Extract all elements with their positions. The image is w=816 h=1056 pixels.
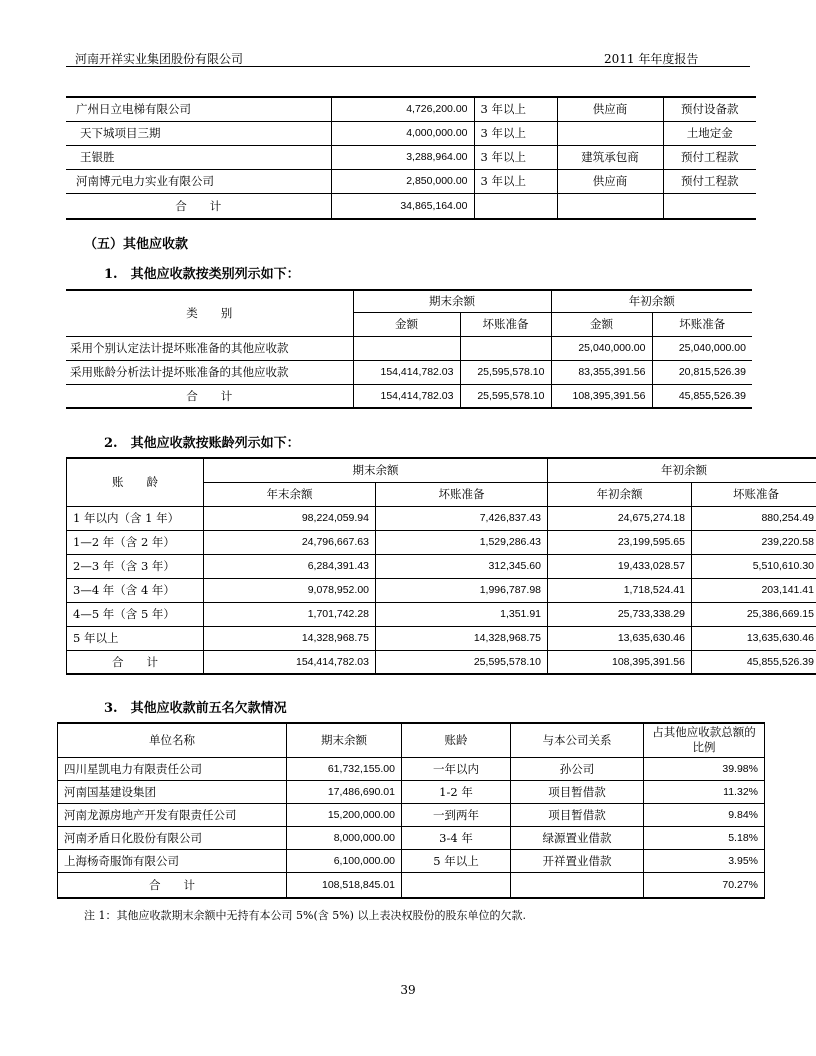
cell-begin-bad-debt: 203,141.41: [692, 578, 816, 602]
cell-ratio: 5.18%: [644, 826, 765, 849]
header-ratio: 占其他应收款总额的比例: [644, 723, 765, 757]
cell-total-label: 合 计: [67, 650, 204, 674]
cell-total-label: 合 计: [66, 384, 353, 408]
cell-age: 5 年以上: [402, 849, 511, 872]
cell-end-bad-debt: 1,351.91: [376, 602, 548, 626]
cell-nature: 预付工程款: [663, 169, 756, 193]
cell-company: 河南国基建设集团: [58, 780, 287, 803]
cell-age: 4—5 年（含 5 年）: [67, 602, 204, 626]
page-number: 39: [400, 983, 416, 997]
cell-relation: 建筑承包商: [557, 145, 663, 169]
top-debtors-table: [57, 722, 765, 899]
cell-relation: 项目暂借款: [511, 780, 644, 803]
cell-ratio: 3.95%: [644, 849, 765, 872]
header-bad-debt: 坏账准备: [692, 482, 816, 506]
cell-end-balance: 9,078,952.00: [204, 578, 376, 602]
cell-end-amount: 154,414,782.03: [353, 384, 460, 408]
cell-age: 一到两年: [402, 803, 511, 826]
table-row: [67, 626, 816, 650]
cell-age: 3 年以上: [474, 121, 557, 145]
cell-begin-bad-debt: 25,386,669.15: [692, 602, 816, 626]
cell-nature: 预付工程款: [663, 145, 756, 169]
table-row: [66, 360, 752, 384]
cell-begin-amount: 108,395,391.56: [551, 384, 652, 408]
cell-total-amount: 34,865,164.00: [331, 193, 474, 219]
cell-end-bad-debt: 1,529,286.43: [376, 530, 548, 554]
cell-nature: 预付设备款: [663, 97, 756, 121]
cell-company: 上海杨奇服饰有限公司: [58, 849, 287, 872]
table-row: [58, 803, 765, 826]
table-row: [67, 578, 816, 602]
cell-end-balance: 6,284,391.43: [204, 554, 376, 578]
cell-end-bad-debt: 1,996,787.98: [376, 578, 548, 602]
cell-begin-bad-debt: 880,254.49: [692, 506, 816, 530]
header-report-title: 2011 年年度报告: [604, 52, 699, 66]
header-relation: 与本公司关系: [511, 723, 644, 757]
header-company: 单位名称: [58, 723, 287, 757]
cell-ratio: 39.98%: [644, 757, 765, 780]
cell-end-balance: 98,224,059.94: [204, 506, 376, 530]
header-end-balance: 期末余额: [353, 290, 551, 312]
total-row: [67, 650, 816, 674]
cell-end-amount: [353, 336, 460, 360]
header-category: 类 别: [66, 290, 353, 336]
subsection-title-3: 3. 其他应收款前五名欠款情况: [104, 701, 287, 716]
cell-total-label: 合 计: [58, 872, 287, 898]
cell-relation: 开祥置业借款: [511, 849, 644, 872]
cell-begin-balance: 1,718,524.41: [548, 578, 692, 602]
cell-end-balance: 15,200,000.00: [287, 803, 402, 826]
cell-company: 河南龙源房地产开发有限责任公司: [58, 803, 287, 826]
cell-end-amount: 154,414,782.03: [353, 360, 460, 384]
category-table: [66, 289, 752, 409]
header-age: 账龄: [402, 723, 511, 757]
cell-end-balance: 108,518,845.01: [287, 872, 402, 898]
cell-company: 河南矛盾日化股份有限公司: [58, 826, 287, 849]
cell-amount: 2,850,000.00: [331, 169, 474, 193]
cell-total-label: 合 计: [66, 193, 331, 219]
cell-begin-bad-debt: 239,220.58: [692, 530, 816, 554]
header-amount: 金额: [353, 312, 460, 336]
table-row: [67, 602, 816, 626]
header-bad-debt: 坏账准备: [652, 312, 752, 336]
cell-company: 王银胜: [66, 145, 331, 169]
cell-category: 采用账龄分析法计提坏账准备的其他应收款: [66, 360, 353, 384]
cell-begin-amount: 83,355,391.56: [551, 360, 652, 384]
table-row: [66, 97, 756, 121]
cell-relation: 供应商: [557, 169, 663, 193]
cell-empty: [402, 872, 511, 898]
cell-relation: 供应商: [557, 97, 663, 121]
cell-begin-bad-debt: 25,040,000.00: [652, 336, 752, 360]
header-divider: [66, 66, 750, 67]
cell-age: 1—2 年（含 2 年）: [67, 530, 204, 554]
header-year-begin-balance: 年初余额: [548, 482, 692, 506]
table-header-row: [66, 290, 752, 312]
cell-begin-balance: 108,395,391.56: [548, 650, 692, 674]
table-row: [58, 757, 765, 780]
cell-end-bad-debt: 25,595,578.10: [460, 384, 551, 408]
header-bad-debt: 坏账准备: [376, 482, 548, 506]
cell-end-bad-debt: 7,426,837.43: [376, 506, 548, 530]
footnote: 注 1：其他应收款期末余额中无持有本公司 5%(含 5%) 以上表决权股份的股东单位的欠款.: [84, 909, 526, 922]
table-row: [67, 554, 816, 578]
cell-begin-bad-debt: 45,855,526.39: [652, 384, 752, 408]
cell-end-bad-debt: 14,328,968.75: [376, 626, 548, 650]
cell-begin-balance: 25,733,338.29: [548, 602, 692, 626]
cell-category: 采用个别认定法计提坏账准备的其他应收款: [66, 336, 353, 360]
subsection-title-2: 2. 其他应收款按账龄列示如下：: [104, 436, 300, 451]
cell-relation: [557, 121, 663, 145]
cell-ratio: 11.32%: [644, 780, 765, 803]
table-row: [66, 169, 756, 193]
table-row: [66, 336, 752, 360]
cell-end-bad-debt: 25,595,578.10: [376, 650, 548, 674]
cell-amount: 3,288,964.00: [331, 145, 474, 169]
table-row: [67, 506, 816, 530]
header-year-end-balance: 年末余额: [204, 482, 376, 506]
cell-relation: 项目暂借款: [511, 803, 644, 826]
cell-amount: 4,726,200.00: [331, 97, 474, 121]
cell-amount: 4,000,000.00: [331, 121, 474, 145]
total-row: [66, 384, 752, 408]
table-row: [66, 121, 756, 145]
cell-age: 1 年以内（含 1 年）: [67, 506, 204, 530]
cell-age: 3—4 年（含 4 年）: [67, 578, 204, 602]
cell-end-balance: 24,796,667.63: [204, 530, 376, 554]
table-header-row: [67, 458, 816, 482]
cell-empty: [557, 193, 663, 219]
cell-begin-balance: 24,675,274.18: [548, 506, 692, 530]
cell-end-balance: 154,414,782.03: [204, 650, 376, 674]
header-bad-debt: 坏账准备: [460, 312, 551, 336]
aging-table: [66, 457, 816, 675]
header-end-balance: 期末余额: [287, 723, 402, 757]
cell-age: 5 年以上: [67, 626, 204, 650]
cell-end-balance: 17,486,690.01: [287, 780, 402, 803]
table-row: [58, 826, 765, 849]
cell-age: 3-4 年: [402, 826, 511, 849]
cell-age: 一年以内: [402, 757, 511, 780]
cell-ratio: 9.84%: [644, 803, 765, 826]
header-begin-balance: 年初余额: [548, 458, 816, 482]
cell-empty: [663, 193, 756, 219]
cell-end-balance: 1,701,742.28: [204, 602, 376, 626]
cell-begin-balance: 19,433,028.57: [548, 554, 692, 578]
cell-nature: 土地定金: [663, 121, 756, 145]
cell-relation: 孙公司: [511, 757, 644, 780]
cell-end-bad-debt: 312,345.60: [376, 554, 548, 578]
cell-end-bad-debt: [460, 336, 551, 360]
cell-end-balance: 8,000,000.00: [287, 826, 402, 849]
cell-end-balance: 61,732,155.00: [287, 757, 402, 780]
total-row: [58, 872, 765, 898]
prepayment-table: [66, 96, 756, 220]
cell-end-bad-debt: 25,595,578.10: [460, 360, 551, 384]
section-title: （五）其他应收款: [84, 237, 189, 252]
cell-begin-balance: 23,199,595.65: [548, 530, 692, 554]
subsection-title-1: 1. 其他应收款按类别列示如下：: [104, 267, 300, 282]
cell-relation: 绿源置业借款: [511, 826, 644, 849]
cell-begin-bad-debt: 45,855,526.39: [692, 650, 816, 674]
cell-age: 3 年以上: [474, 169, 557, 193]
cell-begin-balance: 13,635,630.46: [548, 626, 692, 650]
cell-age: 3 年以上: [474, 145, 557, 169]
cell-empty: [511, 872, 644, 898]
header-begin-balance: 年初余额: [551, 290, 752, 312]
cell-company: 天下城项目三期: [66, 121, 331, 145]
cell-company: 广州日立电梯有限公司: [66, 97, 331, 121]
cell-ratio: 70.27%: [644, 872, 765, 898]
cell-empty: [474, 193, 557, 219]
cell-company: 四川星凯电力有限责任公司: [58, 757, 287, 780]
cell-end-balance: 6,100,000.00: [287, 849, 402, 872]
table-row: [67, 530, 816, 554]
header-amount: 金额: [551, 312, 652, 336]
total-row: [66, 193, 756, 219]
cell-age: 1-2 年: [402, 780, 511, 803]
cell-company: 河南博元电力实业有限公司: [66, 169, 331, 193]
cell-age: 2—3 年（含 3 年）: [67, 554, 204, 578]
cell-age: 3 年以上: [474, 97, 557, 121]
header-age: 账 龄: [67, 458, 204, 506]
header-company: 河南开祥实业集团股份有限公司: [75, 52, 244, 66]
table-row: [66, 145, 756, 169]
cell-begin-amount: 25,040,000.00: [551, 336, 652, 360]
table-row: [58, 780, 765, 803]
cell-begin-bad-debt: 5,510,610.30: [692, 554, 816, 578]
header-end-balance: 期末余额: [204, 458, 548, 482]
cell-begin-bad-debt: 13,635,630.46: [692, 626, 816, 650]
cell-begin-bad-debt: 20,815,526.39: [652, 360, 752, 384]
table-header-row: [58, 723, 765, 757]
table-row: [58, 849, 765, 872]
cell-end-balance: 14,328,968.75: [204, 626, 376, 650]
